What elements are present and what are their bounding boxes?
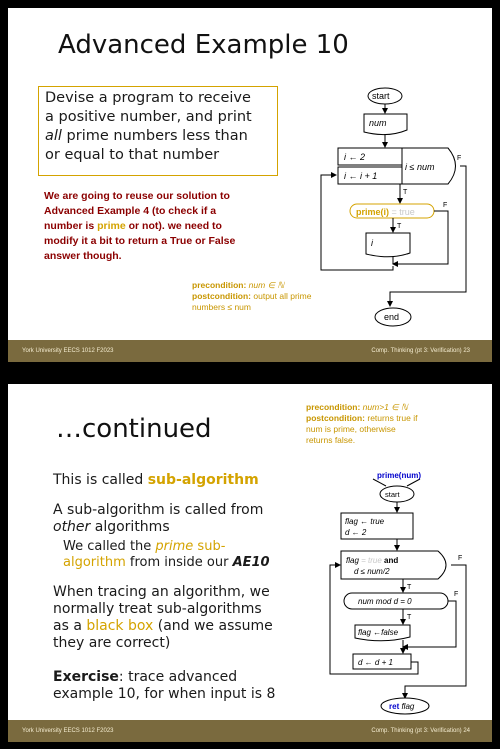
end-label: end xyxy=(384,312,400,322)
called-from-line: A sub-algorithm is called from other algorithms xyxy=(53,502,264,535)
input-num-label: num xyxy=(369,118,387,128)
sub-algorithm-line: This is called sub-algorithm xyxy=(53,472,259,488)
problem-line-4: or equal to that number xyxy=(45,147,220,163)
conditions: precondition: num>1 ∈ ℕ postcondition: returns true if num is prime, otherwise returns false. xyxy=(306,402,418,445)
loop-cond-line-2: d ≤ num/2 xyxy=(354,567,390,576)
start-label: start xyxy=(372,91,390,101)
init-i-label: i ← 2 xyxy=(344,152,366,162)
reuse-note: We are going to reuse our solution to Advanced Example 4 (to check if a number is prime or not). we need to modify it a bit to return a True or False answer though. xyxy=(44,190,236,262)
problem-line-2: a positive number, and print xyxy=(45,109,252,125)
return-label: ret flag xyxy=(389,702,415,711)
slide-title: …continued xyxy=(56,414,212,444)
prime-call-label: prime(i) = true xyxy=(356,207,415,217)
set-false-label: flag ←false xyxy=(358,628,399,637)
footer-course: York University EECS 1012 F2023 xyxy=(22,728,114,734)
true-label-1: T xyxy=(407,584,412,591)
false-label-2: F xyxy=(454,591,459,598)
problem-line-3: all prime numbers less than xyxy=(45,128,248,144)
slide-24 xyxy=(8,384,492,742)
flowchart-prime xyxy=(8,384,492,742)
prime-call-line: We called the prime sub- algorithm from inside our AE10 xyxy=(63,539,270,570)
footer-topic-page: Comp. Thinking (pt 3: Verification) 24 xyxy=(371,728,470,734)
false-label-2: F xyxy=(443,202,448,209)
exercise-line: Exercise: trace advanced example 10, for when input is 8 xyxy=(53,669,276,702)
tracing-line: When tracing an algorithm, we normally treat sub-algorithms as a black box (and we assume they are correct) xyxy=(53,584,273,651)
init-d-label: d ← 2 xyxy=(345,528,367,537)
true-label-2: T xyxy=(407,614,412,621)
flowchart-ae10 xyxy=(8,8,492,362)
true-label-2: T xyxy=(397,223,402,230)
loop-cond-line-1: flag = true and xyxy=(346,556,399,565)
incr-i-label: i ← i + 1 xyxy=(344,171,378,181)
incr-d-label: d ← d + 1 xyxy=(358,658,393,667)
function-header: prime(num) xyxy=(377,471,421,480)
slide-footer xyxy=(8,340,492,362)
false-label-1: F xyxy=(458,555,463,562)
true-label-1: T xyxy=(403,189,408,196)
output-i-label: i xyxy=(371,238,373,248)
slide-title: Advanced Example 10 xyxy=(58,30,349,60)
loop-cond-label: i ≤ num xyxy=(405,162,435,172)
mod-cond-label: num mod d = 0 xyxy=(358,597,412,606)
problem-line-1: Devise a program to receive xyxy=(45,90,251,106)
slide-footer xyxy=(8,720,492,742)
footer-course: York University EECS 1012 F2023 xyxy=(22,348,114,354)
false-label-1: F xyxy=(457,155,462,162)
init-flag-label: flag ← true xyxy=(345,517,385,526)
conditions: precondition: num ∈ ℕ postcondition: output all prime numbers ≤ num xyxy=(192,280,312,312)
footer-topic-page: Comp. Thinking (pt 3: Verification) 23 xyxy=(371,348,470,354)
slide-23 xyxy=(8,8,492,362)
start-label: start xyxy=(385,490,400,499)
